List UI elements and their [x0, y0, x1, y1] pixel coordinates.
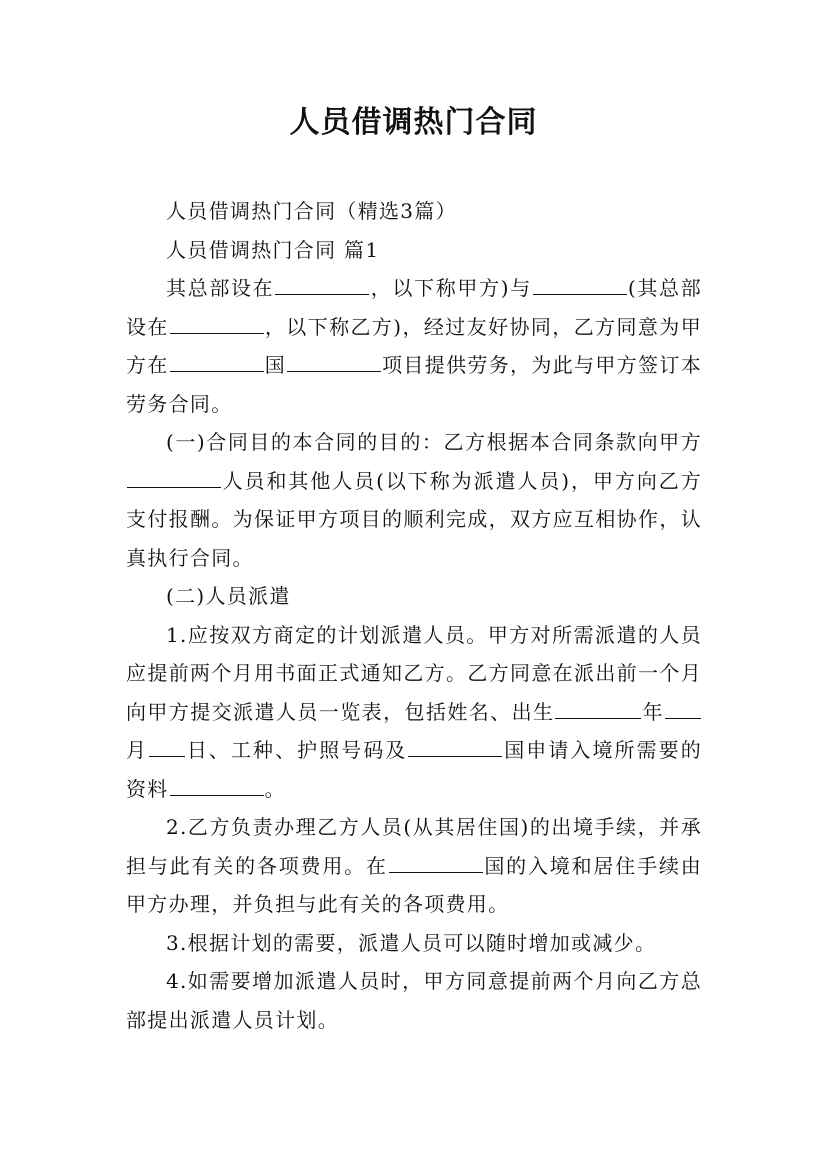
- subtitle-line: 人员借调热门合同（精选3篇）: [166, 199, 457, 223]
- text-run: 人员和其他人员(以下称为派遣人员)，甲方向乙方支付报酬。为保证甲方项目的顺利完成，双方应互相协作，认真执行合同。: [126, 468, 702, 570]
- document-title: 人员借调热门合同: [289, 105, 538, 140]
- blank-field[interactable]: [170, 771, 264, 796]
- text-run: 。: [264, 776, 286, 801]
- text-run: 年: [642, 699, 664, 724]
- paragraph-parties: [126, 269, 702, 423]
- blank-field[interactable]: [389, 848, 483, 873]
- paragraph-heading-dispatch: (二)人员派遣: [166, 584, 291, 608]
- text-run: 月: [126, 738, 149, 762]
- paragraph-item-1: [126, 616, 702, 809]
- blank-field[interactable]: [555, 694, 641, 719]
- blank-field[interactable]: [149, 732, 185, 757]
- text-run: (一)合同目的本合同的目的：乙方根据本合同条款向甲方: [166, 430, 702, 454]
- blank-field[interactable]: [287, 347, 381, 372]
- blank-field[interactable]: [275, 270, 369, 295]
- blank-field[interactable]: [408, 732, 502, 757]
- text-run: ，以下称乙方)，经过友好协同，乙方同意为甲方在: [126, 314, 702, 377]
- text-run: (其总部设在: [126, 276, 703, 339]
- paragraph-item-2: [126, 808, 702, 924]
- text-run: 国: [264, 353, 287, 377]
- text-run: 日、工种、护照号码及: [186, 738, 408, 762]
- blank-field[interactable]: [533, 270, 627, 295]
- text-run: 国申请入境所需要的资料: [126, 738, 702, 801]
- text-run: 国的入境和居住手续由甲方办理，并负担与此有关的各项费用。: [126, 853, 703, 916]
- paragraph-item-3: 3.根据计划的需要，派遣人员可以随时增加或减少。: [166, 930, 657, 955]
- text-run: ，以下称甲方)与: [370, 276, 532, 300]
- text-run: 2.乙方负责办理乙方人员(从其居住国)的出境手续，并承担与此有关的各项费用。在: [126, 815, 702, 878]
- document-body: [126, 192, 702, 1039]
- blank-field[interactable]: [170, 309, 264, 334]
- blank-field[interactable]: [127, 463, 221, 488]
- blank-field[interactable]: [170, 347, 264, 372]
- text-run: 项目提供劳务，为此与甲方签订本劳务合同。: [126, 353, 703, 416]
- paragraph-purpose: [126, 423, 702, 577]
- text-run: 其总部设在: [166, 276, 275, 300]
- section-heading: 人员借调热门合同 篇1: [166, 237, 380, 262]
- blank-field[interactable]: [665, 694, 701, 719]
- paragraph-item-4: 4.如需要增加派遣人员时，甲方同意提前两个月向乙方总部提出派遣人员计划。: [126, 969, 702, 1032]
- text-run: 1.应按双方商定的计划派遣人员。甲方对所需派遣的人员应提前两个月用书面正式通知乙方。乙方同意在派出前一个月向甲方提交派遣人员一览表，包括姓名、出生: [126, 622, 702, 724]
